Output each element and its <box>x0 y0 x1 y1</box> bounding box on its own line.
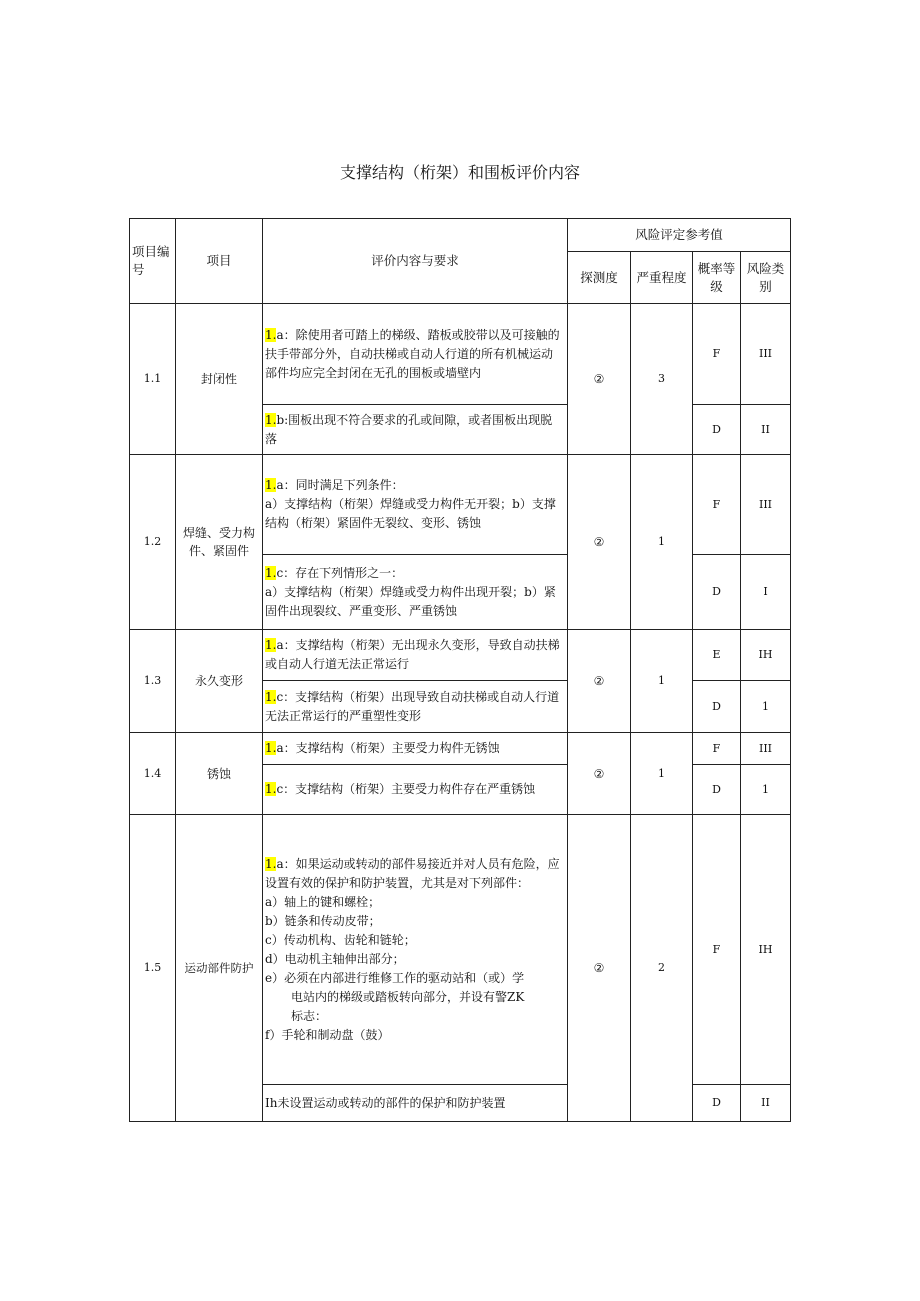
header-category: 风险类别 <box>741 252 791 304</box>
requirement-line: d）电动机主轴伸出部分； <box>265 951 405 966</box>
header-requirement: 评价内容与要求 <box>263 219 568 304</box>
item-name: 锈蚀 <box>176 733 263 815</box>
table-row <box>130 733 791 765</box>
highlight-mark: 1. <box>265 782 277 796</box>
requirement-cell <box>263 405 568 455</box>
requirement-text: a：支撑结构（桁架）主要受力构件无锈蚀 <box>276 741 500 755</box>
probability-value: D <box>693 555 741 630</box>
requirement-text: c：存在下列情形之一： <box>276 565 404 580</box>
item-name: 封闭性 <box>176 304 263 455</box>
requirement-text: a：支撑结构（桁架）无出现永久变形，导致自动扶梯或自动人行道无法正常运行 <box>265 638 560 671</box>
probability-value: D <box>693 681 741 733</box>
detect-value: ② <box>568 815 631 1122</box>
item-number: 1.5 <box>130 815 176 1122</box>
requirement-cell <box>263 555 568 630</box>
requirement-line: 标志： <box>291 1008 328 1023</box>
highlight-mark: 1. <box>265 412 277 427</box>
probability-value: F <box>693 815 741 1085</box>
category-value: IH <box>741 630 791 681</box>
requirement-line: a）轴上的键和螺栓； <box>265 894 381 909</box>
requirement-line: a）支撑结构（桁架）焊缝或受力构件出现开裂；b）紧固件出现裂纹、严重变形、严重锈蚀 <box>265 584 556 618</box>
page-title: 支撑结构（桁架）和围板评价内容 <box>339 163 580 182</box>
requirement-cell <box>263 765 568 815</box>
item-name: 运动部件防护 <box>176 815 263 1122</box>
detect-value: ② <box>568 455 631 630</box>
requirement-text: c：支撑结构（桁架）出现导致自动扶梯或自动人行道无法正常运行的严重塑性变形 <box>265 689 560 723</box>
item-name: 永久变形 <box>176 630 263 733</box>
requirement-text: c：支撑结构（桁架）主要受力构件存在严重锈蚀 <box>276 782 536 796</box>
highlight-mark: 1. <box>265 478 277 492</box>
item-number: 1.1 <box>130 304 176 455</box>
requirement-line: f）手轮和制动盘（鼓） <box>265 1027 390 1042</box>
severity-value: 1 <box>631 630 693 733</box>
requirement-line: a）支撑结构（桁架）焊缝或受力构件无开裂；b）支撑结构（桁架）紧固件无裂纹、变形、锈蚀 <box>265 497 556 530</box>
severity-value: 1 <box>631 733 693 815</box>
header-severity: 严重程度 <box>631 252 693 304</box>
requirement-cell <box>263 630 568 681</box>
detect-value: ② <box>568 733 631 815</box>
requirement-line: c）传动机构、齿轮和链轮； <box>265 932 416 947</box>
header-risk-reference: 风险评定参考值 <box>568 219 791 252</box>
item-number: 1.2 <box>130 455 176 630</box>
highlight-mark: 1. <box>265 638 277 652</box>
highlight-mark: 1. <box>265 327 277 342</box>
severity-value: 1 <box>631 455 693 630</box>
requirement-text: Ih未设置运动或转动的部件的保护和防护装置 <box>265 1095 506 1110</box>
table-row <box>130 455 791 555</box>
requirement-line: 电站内的梯级或踏板转向部分，并设有警ZK <box>291 989 525 1004</box>
item-name: 焊缝、受力构件、紧固件 <box>176 455 263 630</box>
requirement-text: a：如果运动或转动的部件易接近并对人员有危险，应设置有效的保护和防护装置，尤其是对下列部件： <box>265 856 560 890</box>
probability-value: F <box>693 455 741 555</box>
probability-value: D <box>693 765 741 815</box>
severity-value: 2 <box>631 815 693 1122</box>
requirement-text: a：同时满足下列条件： <box>276 478 404 492</box>
category-value: I <box>741 555 791 630</box>
category-value: III <box>741 733 791 765</box>
item-number: 1.3 <box>130 630 176 733</box>
requirement-cell <box>263 1085 568 1122</box>
header-item-no: 项目编号 <box>130 219 176 304</box>
evaluation-table <box>129 218 791 1122</box>
detect-value: ② <box>568 304 631 455</box>
header-detect: 探测度 <box>568 252 631 304</box>
category-value: II <box>741 405 791 455</box>
severity-value: 3 <box>631 304 693 455</box>
requirement-cell <box>263 815 568 1085</box>
table-row <box>130 815 791 1085</box>
header-item: 项目 <box>176 219 263 304</box>
table-row <box>130 304 791 405</box>
requirement-line: b）链条和传动皮带； <box>265 913 381 928</box>
table-row <box>130 630 791 681</box>
category-value: III <box>741 304 791 405</box>
requirement-cell <box>263 304 568 405</box>
requirement-cell <box>263 455 568 555</box>
header-probability: 概率等级 <box>693 252 741 304</box>
requirement-line: e）必须在内部进行维修工作的驱动站和（或）学 <box>265 970 525 985</box>
probability-value: D <box>693 405 741 455</box>
probability-value: E <box>693 630 741 681</box>
category-value: 1 <box>741 765 791 815</box>
category-value: III <box>741 455 791 555</box>
category-value: II <box>741 1085 791 1122</box>
requirement-text: b:围板出现不符合要求的孔或间隙，或者围板出现脱落 <box>265 412 553 446</box>
probability-value: F <box>693 733 741 765</box>
highlight-mark: 1. <box>265 689 277 704</box>
probability-value: D <box>693 1085 741 1122</box>
requirement-cell <box>263 733 568 765</box>
category-value: IH <box>741 815 791 1085</box>
requirement-cell <box>263 681 568 733</box>
highlight-mark: 1. <box>265 565 277 580</box>
item-number: 1.4 <box>130 733 176 815</box>
category-value: 1 <box>741 681 791 733</box>
detect-value: ② <box>568 630 631 733</box>
highlight-mark: 1. <box>265 856 277 871</box>
requirement-text: a：除使用者可踏上的梯级、踏板或胶带以及可接触的扶手带部分外，自动扶梯或自动人行道的所有机械运动部件均应完全封闭在无孔的围板或墙壁内 <box>265 327 560 380</box>
highlight-mark: 1. <box>265 741 277 755</box>
probability-value: F <box>693 304 741 405</box>
